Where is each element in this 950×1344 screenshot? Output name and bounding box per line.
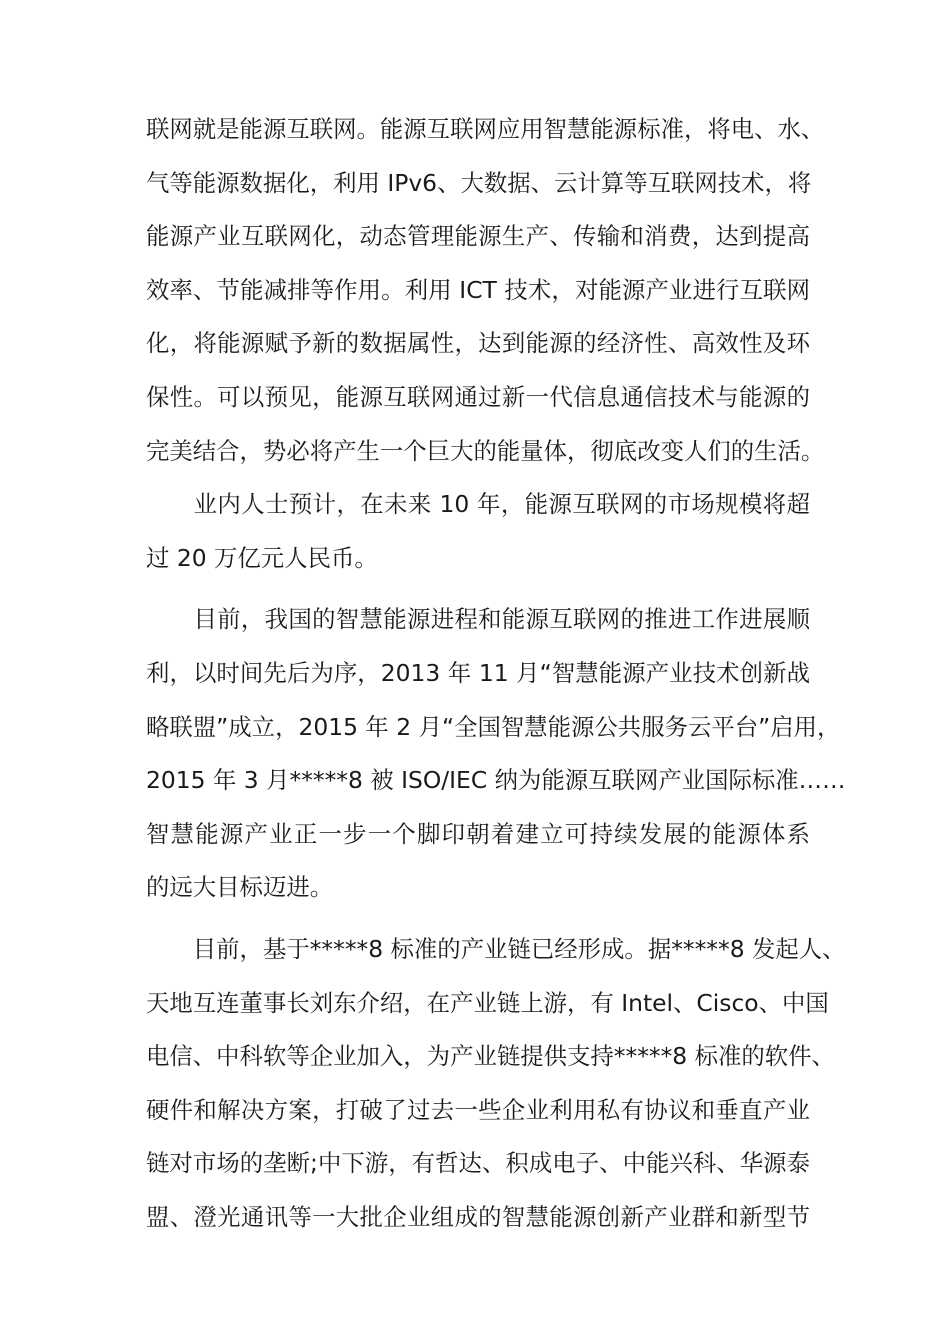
text-line: 盟、澄光通讯等一大批企业组成的智慧能源创新产业群和新型节 — [146, 1202, 810, 1231]
paragraph-3 — [146, 593, 846, 915]
text-line: 效率、节能减排等作用。利用 ICT 技术，对能源产业进行互联网 — [146, 275, 810, 304]
text-line: 联网就是能源互联网。能源互联网应用智慧能源标准，将电、水、 — [146, 115, 825, 143]
paragraph-spacer — [146, 915, 810, 923]
text-line: 完美结合，势必将产生一个巨大的能量体，彻底改变人们的生活。 — [146, 436, 825, 465]
paragraph-spacer — [146, 585, 810, 593]
text-line: 硬件和解决方案，打破了过去一些企业利用私有协议和垂直产业 — [146, 1095, 810, 1124]
text-line: 保性。可以预见，能源互联网通过新一代信息通信技术与能源的 — [146, 382, 810, 411]
text-line: 业内人士预计，在未来 10 年，能源互联网的市场规模将超 — [146, 490, 810, 519]
paragraph-2 — [146, 478, 810, 585]
text-line: 略联盟”成立，2015 年 2 月“全国智慧能源公共服务云平台”启用， — [146, 712, 841, 741]
text-line: 目前，基于*****8 标准的产业链已经形成。据*****8 发起人、 — [146, 934, 846, 963]
text-line: 利，以时间先后为序，2013 年 11 月“智慧能源产业技术创新战 — [146, 658, 810, 687]
text-line: 天地互连董事长刘东介绍，在产业链上游，有 Intel、Cisco、中国 — [146, 988, 829, 1017]
text-line: 化，将能源赋予新的数据属性，达到能源的经济性、高效性及环 — [146, 329, 810, 358]
document-body — [146, 103, 846, 1244]
text-line: 电信、中科软等企业加入，为产业链提供支持*****8 标准的软件、 — [146, 1042, 835, 1071]
text-line: 能源产业互联网化，动态管理能源生产、传输和消费，达到提高 — [146, 222, 810, 251]
text-line: 过 20 万亿元人民币。 — [146, 543, 378, 572]
text-line: 气等能源数据化，利用 IPv6、大数据、云计算等互联网技术，将 — [146, 168, 812, 197]
text-line: 目前，我国的智慧能源进程和能源互联网的推进工作进展顺 — [146, 605, 810, 634]
paragraph-1 — [146, 103, 825, 478]
text-line: 智慧能源产业正一步一个脚印朝着建立可持续发展的能源体系 — [146, 819, 810, 848]
text-line: 2015 年 3 月*****8 被 ISO/IEC 纳为能源互联网产业国际标准…… — [146, 766, 846, 795]
text-line: 的远大目标迈进。 — [146, 873, 334, 902]
text-line: 链对市场的垄断;中下游，有哲达、积成电子、中能兴科、华源泰 — [146, 1149, 810, 1178]
paragraph-4 — [146, 923, 846, 1245]
